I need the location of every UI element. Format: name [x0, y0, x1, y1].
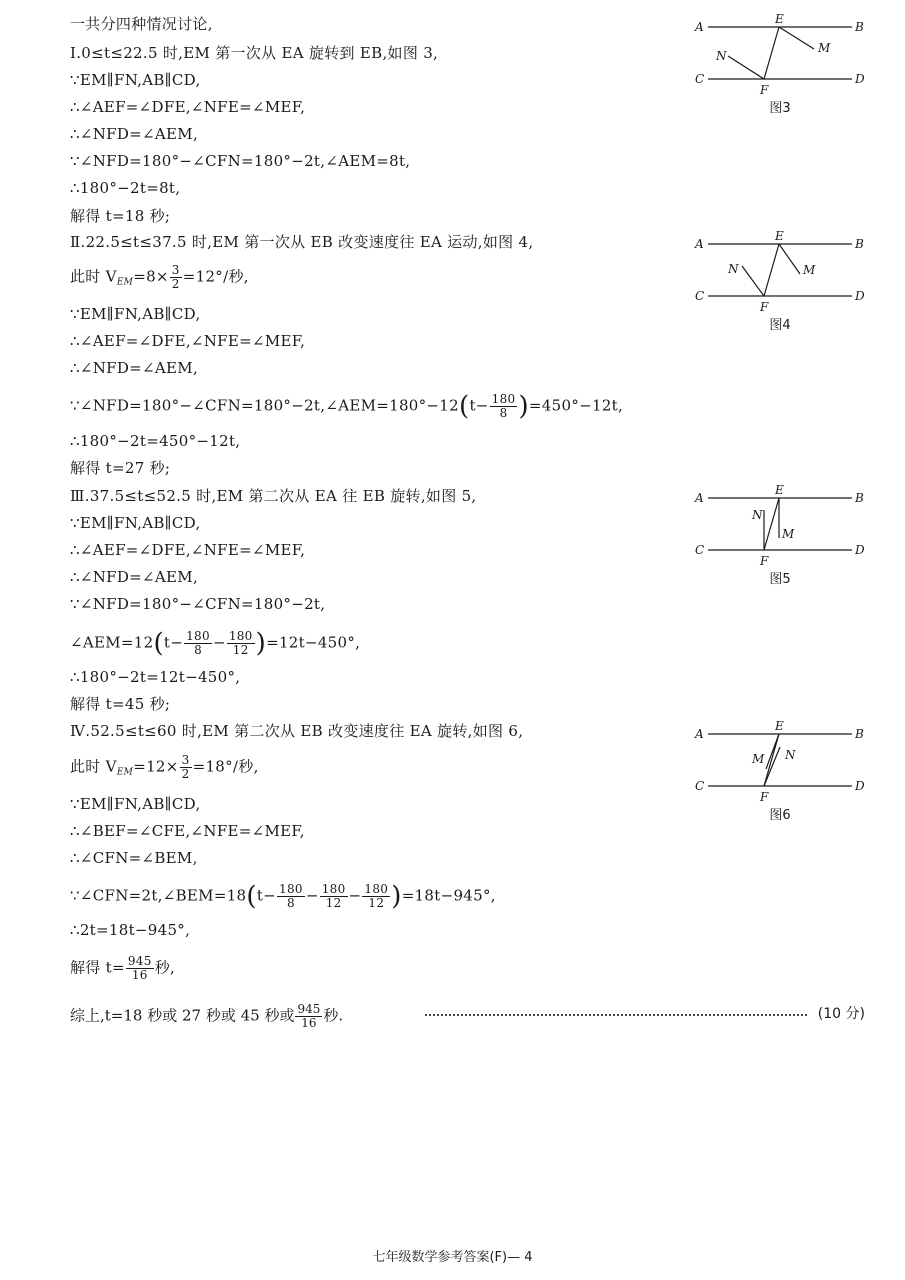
fraction: $\frac{180}{8}$ — [186, 629, 210, 657]
point-label-b: B — [855, 491, 864, 505]
point-label-e: E — [775, 484, 784, 497]
point-label-f: F — [760, 300, 769, 314]
figure-3-diagram — [690, 14, 870, 104]
point-label-d: D — [855, 72, 865, 86]
case3-heading: Ⅲ.37.5≤t≤52.5 时,EM 第二次从 EA 往 EB 旋转,如图 5, — [70, 487, 477, 505]
point-label-e: E — [775, 14, 784, 26]
case2-line: ∵EM∥FN,AB∥CD, — [70, 305, 201, 323]
intro-text: 一共分四种情况讨论, — [70, 15, 213, 33]
case1-line: ∵∠NFD=180°−∠CFN=180°−2t,∠AEM=8t, — [70, 152, 411, 170]
point-label-a: A — [695, 20, 704, 34]
figure-5 — [690, 484, 870, 594]
figure-4-diagram — [690, 229, 870, 319]
point-label-d: D — [855, 779, 865, 793]
point-label-e: E — [775, 229, 784, 243]
case3-solution: 解得 t=45 秒; — [70, 695, 171, 713]
conclusion-line — [70, 1000, 865, 1030]
fraction: $\frac{180}{12}$ — [228, 629, 253, 657]
case4-line: ∵EM∥FN,AB∥CD, — [70, 795, 201, 813]
case4-line: ∴2t=18t−945°, — [70, 921, 191, 939]
point-label-d: D — [855, 289, 865, 303]
case3-line: ∴180°−2t=12t−450°, — [70, 668, 241, 686]
case3-line: ∴∠NFD=∠AEM, — [70, 568, 199, 586]
point-label-c: C — [695, 779, 705, 793]
case3-line: ∵EM∥FN,AB∥CD, — [70, 514, 201, 532]
fraction: $\frac{3}{2}$ — [181, 753, 190, 781]
case1-heading: Ⅰ.0≤t≤22.5 时,EM 第一次从 EA 旋转到 EB,如图 3, — [70, 44, 439, 62]
point-label-n: N — [752, 508, 763, 522]
dotted-leader — [425, 1014, 807, 1016]
point-label-b: B — [855, 20, 864, 34]
case3-equation: ∠AEM=12(t− $\frac{180}{8}$ − $\frac{180}{12}$ )=12t−450°, — [70, 628, 361, 659]
case1-line: ∴180°−2t=8t, — [70, 179, 181, 197]
case3-line: ∴∠AEF=∠DFE,∠NFE=∠MEF, — [70, 541, 306, 559]
case4-solution: 解得 t= $\frac{945}{16}$ 秒, — [70, 954, 176, 982]
point-label-a: A — [695, 727, 704, 741]
case2-speed: 此时 $V_{EM}=8\times$ $\frac{3}{2}$ =12°/秒, — [70, 263, 249, 291]
case1-line: ∴∠AEF=∠DFE,∠NFE=∠MEF, — [70, 98, 306, 116]
page-footer: 七年级数学参考答案(F)— 4 — [372, 1250, 533, 1265]
point-label-a: A — [695, 491, 704, 505]
case2-equation: ∵∠NFD=180°−∠CFN=180°−2t,∠AEM=180°−12(t− $\frac{180}{8}$ )=450°−12t, — [70, 391, 624, 422]
figure-6-diagram — [690, 719, 870, 809]
case4-equation: ∵∠CFN=2t,∠BEM=18(t− $\frac{180}{8}$ − $\frac{180}{12}$ − $\frac{180}{12}$ )=18t−945°, — [70, 881, 496, 912]
point-label-m: M — [752, 752, 765, 766]
case2-heading: Ⅱ.22.5≤t≤37.5 时,EM 第一次从 EB 改变速度往 EA 运动,如图 4, — [70, 233, 534, 251]
case4-line: ∴∠CFN=∠BEM, — [70, 849, 198, 867]
figure-3 — [690, 14, 870, 124]
fraction: $\frac{945}{16}$ — [127, 954, 152, 982]
figure-3-caption: 图3 — [769, 101, 791, 116]
point-label-f: F — [760, 83, 769, 97]
case1-line: ∵EM∥FN,AB∥CD, — [70, 71, 201, 89]
figure-5-caption: 图5 — [769, 572, 791, 587]
fraction: $\frac{180}{8}$ — [279, 882, 303, 910]
fraction: $\frac{180}{12}$ — [364, 882, 389, 910]
case4-line: ∴∠BEF=∠CFE,∠NFE=∠MEF, — [70, 822, 305, 840]
case4-speed: 此时 $V_{EM}=12\times$ $\frac{3}{2}$ =18°/秒, — [70, 753, 259, 781]
score-label: (10 分) — [817, 1006, 865, 1022]
case1-solution: 解得 t=18 秒; — [70, 207, 171, 225]
point-label-a: A — [695, 237, 704, 251]
case2-line: ∴∠AEF=∠DFE,∠NFE=∠MEF, — [70, 332, 306, 350]
point-label-n: N — [728, 262, 739, 276]
case2-line: ∴180°−2t=450°−12t, — [70, 432, 241, 450]
point-label-f: F — [760, 790, 769, 804]
fraction: $\frac{180}{12}$ — [321, 882, 346, 910]
figure-4 — [690, 229, 870, 339]
point-label-f: F — [760, 554, 769, 568]
fraction: $\frac{3}{2}$ — [171, 263, 180, 291]
figure-6 — [690, 719, 870, 829]
figure-6-caption: 图6 — [769, 808, 791, 823]
point-label-m: M — [803, 263, 816, 277]
point-label-m: M — [782, 527, 795, 541]
point-label-e: E — [775, 719, 784, 733]
point-label-n: N — [785, 748, 796, 762]
point-label-c: C — [695, 72, 705, 86]
case3-line: ∵∠NFD=180°−∠CFN=180°−2t, — [70, 595, 326, 613]
fraction: $\frac{945}{16}$ — [297, 1002, 321, 1030]
case1-line: ∴∠NFD=∠AEM, — [70, 125, 199, 143]
conclusion-text: 综上,t=18 秒或 27 秒或 45 秒或 $\frac{945}{16}$ 秒. — [70, 1002, 344, 1030]
point-label-n: N — [716, 49, 727, 63]
fraction: $\frac{180}{8}$ — [491, 392, 516, 420]
case2-solution: 解得 t=27 秒; — [70, 459, 171, 477]
point-label-m: M — [818, 41, 831, 55]
figure-4-caption: 图4 — [769, 318, 791, 333]
figure-5-diagram — [690, 484, 870, 574]
point-label-b: B — [855, 727, 864, 741]
point-label-c: C — [695, 543, 705, 557]
point-label-b: B — [855, 237, 864, 251]
point-label-d: D — [855, 543, 865, 557]
point-label-c: C — [695, 289, 705, 303]
case2-line: ∴∠NFD=∠AEM, — [70, 359, 199, 377]
case4-heading: Ⅳ.52.5≤t≤60 时,EM 第二次从 EB 改变速度往 EA 旋转,如图 6, — [70, 722, 524, 740]
